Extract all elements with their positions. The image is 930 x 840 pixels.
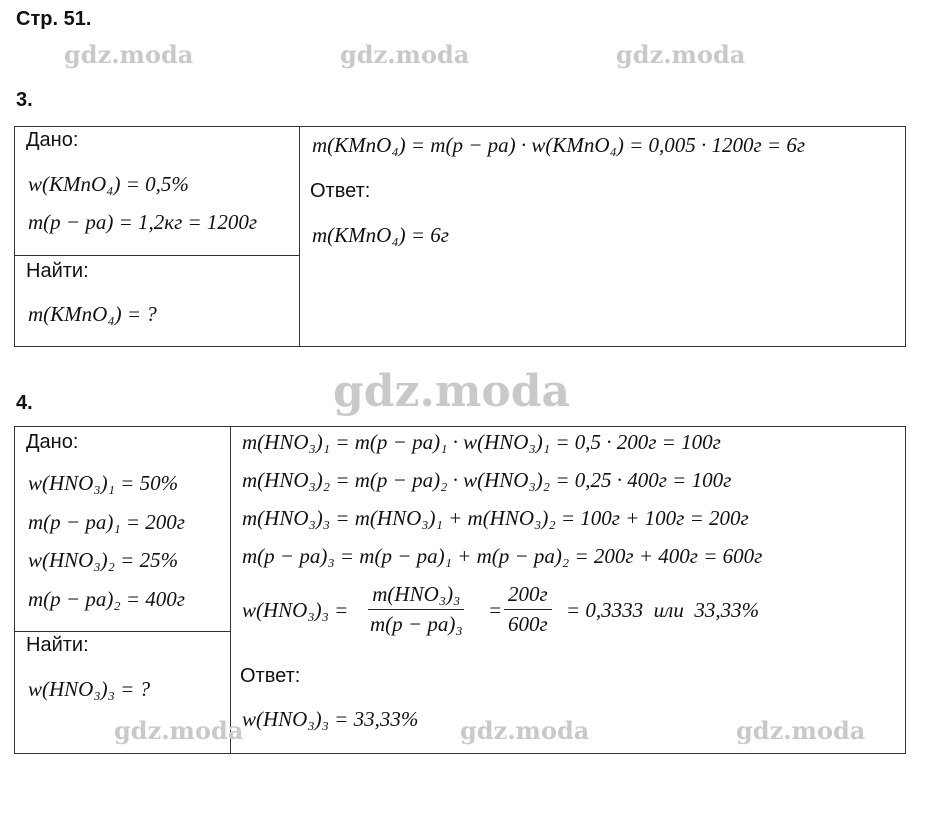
watermark-top-1: gdz.moda bbox=[64, 40, 194, 69]
problem-4-given-line: m(p − pa)₁ = 200г bbox=[28, 510, 185, 534]
problem-3-answer: m(KMnO₄) = 6г bbox=[312, 223, 449, 247]
problem-4-number: 4. bbox=[16, 392, 33, 414]
problem-4-given-line: m(p − pa)₂ = 400г bbox=[28, 587, 185, 611]
problem-4-given-label: Дано: bbox=[26, 431, 79, 453]
problem-4-divider bbox=[230, 426, 231, 754]
problem-4-solution-line: m(HNO₃)₃ = m(HNO₃)₁ + m(HNO₃)₂ = 100г + 100г = 200г bbox=[242, 506, 749, 530]
problem-3-answer-label: Ответ: bbox=[310, 180, 371, 202]
problem-4-find-label: Найти: bbox=[26, 634, 89, 656]
page-label: Стр. 51. bbox=[16, 8, 92, 30]
problem-3-find-label: Найти: bbox=[26, 260, 89, 282]
problem-3-number: 3. bbox=[16, 89, 33, 111]
fraction-2-denominator: 600г bbox=[508, 612, 548, 636]
watermark-middle: gdz.moda bbox=[333, 366, 571, 417]
problem-3-solution-line: m(KMnO₄) = m(p − pa) · w(KMnO₄) = 0,005 · 1200г = 6г bbox=[312, 133, 806, 157]
problem-3-given-line: m(p − pa) = 1,2кг = 1200г bbox=[28, 210, 258, 234]
fraction-2-numerator: 200г bbox=[504, 582, 552, 610]
problem-3-find-value: m(KMnO₄) = ? bbox=[28, 302, 157, 326]
problem-4-given-line: w(HNO₃)₁ = 50% bbox=[28, 471, 179, 495]
problem-3-given-find-divider bbox=[14, 255, 300, 256]
fraction-1-denominator: m(p − pa)₃ bbox=[370, 612, 463, 636]
problem-3-divider bbox=[299, 126, 300, 347]
problem-4-fraction-1 bbox=[366, 582, 467, 637]
fraction-1-numerator: m(HNO₃)₃ bbox=[368, 582, 464, 610]
watermark-bottom-3: gdz.moda bbox=[736, 716, 866, 745]
problem-4-fraction-rhs: = 0,3333 или 33,33% bbox=[566, 598, 760, 622]
problem-4-find-value: w(HNO₃)₃ = ? bbox=[28, 677, 151, 701]
problem-3-given-line: w(KMnO₄) = 0,5% bbox=[28, 172, 189, 196]
watermark-bottom-2: gdz.moda bbox=[460, 716, 590, 745]
watermark-top-3: gdz.moda bbox=[616, 40, 746, 69]
problem-4-fraction-equals: = bbox=[488, 598, 503, 622]
problem-4-fraction-2 bbox=[504, 582, 552, 637]
problem-4-answer-label: Ответ: bbox=[240, 665, 301, 687]
problem-4-solution-line: m(p − pa)₃ = m(p − pa)₁ + m(p − pa)₂ = 200г + 400г = 600г bbox=[242, 544, 763, 568]
problem-4-solution-line: m(HNO₃)₁ = m(p − pa)₁ · w(HNO₃)₁ = 0,5 · 200г = 100г bbox=[242, 430, 721, 454]
watermark-bottom-1: gdz.moda bbox=[114, 716, 244, 745]
problem-4-answer: w(HNO₃)₃ = 33,33% bbox=[242, 707, 419, 731]
watermark-top-2: gdz.moda bbox=[340, 40, 470, 69]
problem-4-given-find-divider bbox=[14, 631, 231, 632]
problem-4-fraction-lhs: w(HNO₃)₃ = bbox=[242, 598, 349, 622]
problem-3-given-label: Дано: bbox=[26, 129, 79, 151]
problem-4-given-line: w(HNO₃)₂ = 25% bbox=[28, 548, 179, 572]
problem-4-solution-line: m(HNO₃)₂ = m(p − pa)₂ · w(HNO₃)₂ = 0,25 · 400г = 100г bbox=[242, 468, 732, 492]
